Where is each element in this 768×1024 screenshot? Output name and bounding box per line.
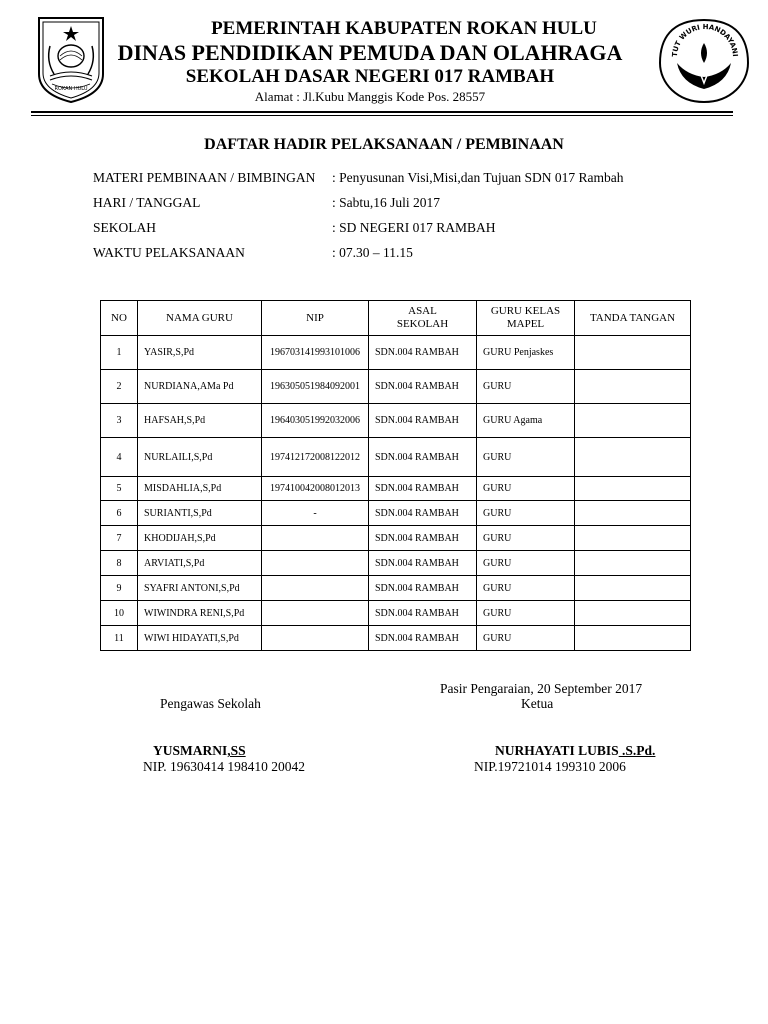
cell-signature <box>575 501 691 526</box>
table-row <box>101 626 691 651</box>
attendance-table <box>100 300 691 651</box>
cell-no: 10 <box>101 601 138 626</box>
cell-mapel: GURU <box>477 501 575 526</box>
cell-name: HAFSAH,S,Pd <box>138 404 262 438</box>
cell-name: WIWINDRA RENI,S,Pd <box>138 601 262 626</box>
table-row <box>101 438 691 477</box>
cell-nip <box>262 526 369 551</box>
cell-signature <box>575 404 691 438</box>
info-label-materi: MATERI PEMBINAAN / BIMBINGAN <box>93 170 316 185</box>
letterhead-department: DINAS PENDIDIKAN PEMUDA DAN OLAHRAGA <box>117 40 623 65</box>
signature-right-nip: NIP.19721014 199310 2006 <box>474 759 626 774</box>
cell-signature <box>575 576 691 601</box>
cell-no: 8 <box>101 551 138 576</box>
right-logo-text: TUT WURI HANDAYANI <box>670 22 740 58</box>
cell-nip: 196703141993101006 <box>262 336 369 370</box>
cell-signature <box>575 477 691 501</box>
table-row <box>101 576 691 601</box>
cell-signature <box>575 336 691 370</box>
cell-nip: 196305051984092001 <box>262 370 369 404</box>
table-row <box>101 551 691 576</box>
table-row <box>101 336 691 370</box>
cell-school: SDN.004 RAMBAH <box>369 438 477 477</box>
cell-name: ARVIATI,S,Pd <box>138 551 262 576</box>
cell-school: SDN.004 RAMBAH <box>369 501 477 526</box>
signature-left-role: Pengawas Sekolah <box>160 696 261 711</box>
cell-name: SURIANTI,S,Pd <box>138 501 262 526</box>
cell-mapel: GURU <box>477 626 575 651</box>
cell-nip <box>262 601 369 626</box>
table-row <box>101 601 691 626</box>
cell-no: 7 <box>101 526 138 551</box>
cell-nip <box>262 551 369 576</box>
cell-signature <box>575 526 691 551</box>
cell-school: SDN.004 RAMBAH <box>369 336 477 370</box>
cell-signature <box>575 551 691 576</box>
left-name-main: YUSMARNI <box>153 743 228 758</box>
cell-no: 1 <box>101 336 138 370</box>
cell-name: NURLAILI,S,Pd <box>138 438 262 477</box>
cell-mapel: GURU Penjaskes <box>477 336 575 370</box>
document-title: DAFTAR HADIR PELAKSANAAN / PEMBINAAN <box>204 136 564 153</box>
header-school <box>369 301 477 336</box>
cell-name: YASIR,S,Pd <box>138 336 262 370</box>
cell-signature <box>575 626 691 651</box>
cell-no: 4 <box>101 438 138 477</box>
cell-mapel: GURU <box>477 370 575 404</box>
header-name: NAMA GURU <box>138 301 262 336</box>
signature-right-role: Ketua <box>521 696 554 711</box>
info-label-school: SEKOLAH <box>93 220 156 235</box>
info-value-school: : SD NEGERI 017 RAMBAH <box>332 220 496 235</box>
cell-school: SDN.004 RAMBAH <box>369 551 477 576</box>
cell-nip <box>262 626 369 651</box>
table-row <box>101 404 691 438</box>
header-school-line1: ASAL <box>408 305 437 317</box>
cell-name: KHODIJAH,S,Pd <box>138 526 262 551</box>
cell-nip: 196403051992032006 <box>262 404 369 438</box>
header-rule-thin <box>31 115 733 116</box>
cell-name: NURDIANA,AMa Pd <box>138 370 262 404</box>
cell-no: 9 <box>101 576 138 601</box>
info-value-materi: : Penyusunan Visi,Misi,dan Tujuan SDN 017 Rambah <box>332 170 624 185</box>
cell-school: SDN.004 RAMBAH <box>369 626 477 651</box>
cell-nip: 197412172008122012 <box>262 438 369 477</box>
info-label-date: HARI / TANGGAL <box>93 195 201 210</box>
cell-mapel: GURU <box>477 477 575 501</box>
cell-no: 6 <box>101 501 138 526</box>
cell-no: 11 <box>101 626 138 651</box>
signature-left-name <box>153 743 246 759</box>
cell-no: 2 <box>101 370 138 404</box>
info-label-time: WAKTU PELAKSANAAN <box>93 245 245 260</box>
cell-name: SYAFRI ANTONI,S,Pd <box>138 576 262 601</box>
cell-mapel: GURU <box>477 576 575 601</box>
cell-name: WIWI HIDAYATI,S,Pd <box>138 626 262 651</box>
cell-mapel: GURU <box>477 551 575 576</box>
cell-signature <box>575 370 691 404</box>
cell-mapel: GURU <box>477 438 575 477</box>
cell-school: SDN.004 RAMBAH <box>369 404 477 438</box>
header-nip: NIP <box>262 301 369 336</box>
info-value-time: : 07.30 – 11.15 <box>332 245 413 260</box>
cell-school: SDN.004 RAMBAH <box>369 370 477 404</box>
header-mapel <box>477 301 575 336</box>
info-value-date: : Sabtu,16 Juli 2017 <box>332 195 441 210</box>
cell-name: MISDAHLIA,S,Pd <box>138 477 262 501</box>
cell-nip: 197410042008012013 <box>262 477 369 501</box>
cell-mapel: GURU <box>477 526 575 551</box>
letterhead-government: PEMERINTAH KABUPATEN ROKAN HULU <box>211 18 597 39</box>
cell-nip <box>262 576 369 601</box>
right-name-degree: .S.Pd. <box>618 743 656 758</box>
cell-school: SDN.004 RAMBAH <box>369 477 477 501</box>
signature-right-name <box>495 743 655 759</box>
cell-no: 5 <box>101 477 138 501</box>
letterhead-address: Alamat : Jl.Kubu Manggis Kode Pos. 28557 <box>254 89 486 104</box>
cell-school: SDN.004 RAMBAH <box>369 526 477 551</box>
header-no: NO <box>101 301 138 336</box>
right-name-main: NURHAYATI LUBIS <box>495 743 619 758</box>
table-header-row <box>101 301 691 336</box>
table-row <box>101 477 691 501</box>
header-school-line2: SEKOLAH <box>396 318 449 330</box>
table-row <box>101 526 691 551</box>
header-mapel-line1: GURU KELAS <box>490 305 561 317</box>
cell-mapel: GURU Agama <box>477 404 575 438</box>
left-logo-text: ROKAN HULU <box>54 86 88 92</box>
signature-left-nip: NIP. 19630414 198410 20042 <box>143 759 306 774</box>
cell-signature <box>575 438 691 477</box>
header-sign: TANDA TANGAN <box>575 301 691 336</box>
letterhead-school: SEKOLAH DASAR NEGERI 017 RAMBAH <box>185 66 555 87</box>
cell-signature <box>575 601 691 626</box>
cell-nip: - <box>262 501 369 526</box>
cell-school: SDN.004 RAMBAH <box>369 601 477 626</box>
header-rule-thick <box>31 111 733 113</box>
cell-school: SDN.004 RAMBAH <box>369 576 477 601</box>
table-row <box>101 370 691 404</box>
cell-no: 3 <box>101 404 138 438</box>
cell-mapel: GURU <box>477 601 575 626</box>
signature-place-date: Pasir Pengaraian, 20 September 2017 <box>440 681 643 696</box>
left-name-degree: ,SS <box>227 743 246 758</box>
table-row <box>101 501 691 526</box>
header-mapel-line2: MAPEL <box>506 318 545 330</box>
